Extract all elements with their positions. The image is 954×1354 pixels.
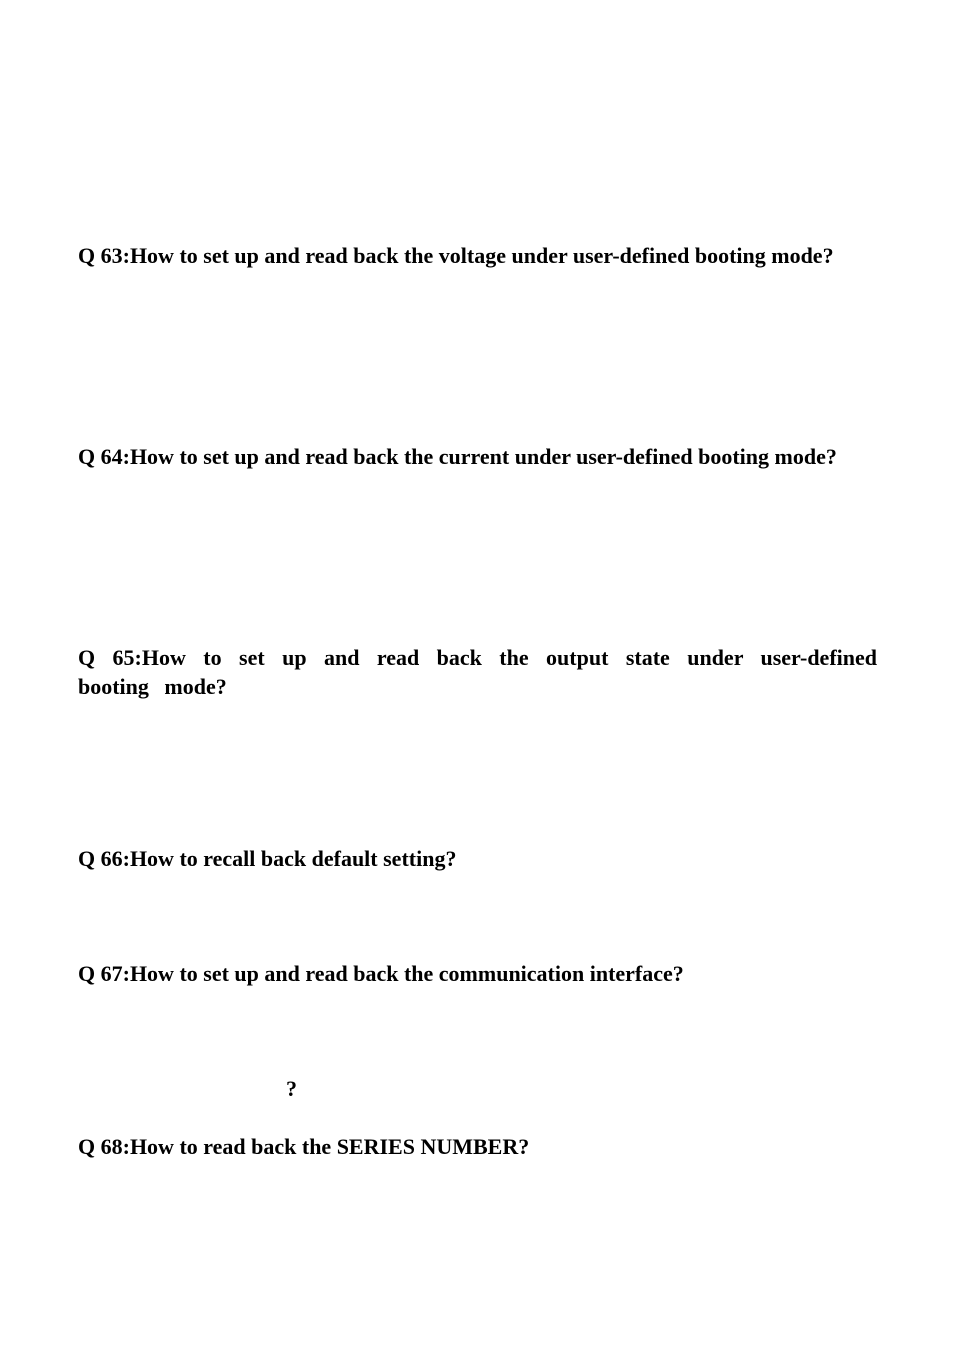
question-63: Q 63:How to set up and read back the voltage under user-defined booting mode?: [78, 243, 834, 268]
question-66: Q 66:How to recall back default setting?: [78, 846, 457, 871]
question-68: Q 68:How to read back the SERIES NUMBER?: [78, 1134, 530, 1159]
question-65: Q 65:How to set up and read back the output state under user-defined booting mode?: [78, 645, 877, 699]
question-64: Q 64:How to set up and read back the current under user-defined booting mode?: [78, 444, 837, 469]
question-67: Q 67:How to set up and read back the communication interface?: [78, 961, 684, 986]
stray-question-mark: ?: [286, 1076, 297, 1101]
